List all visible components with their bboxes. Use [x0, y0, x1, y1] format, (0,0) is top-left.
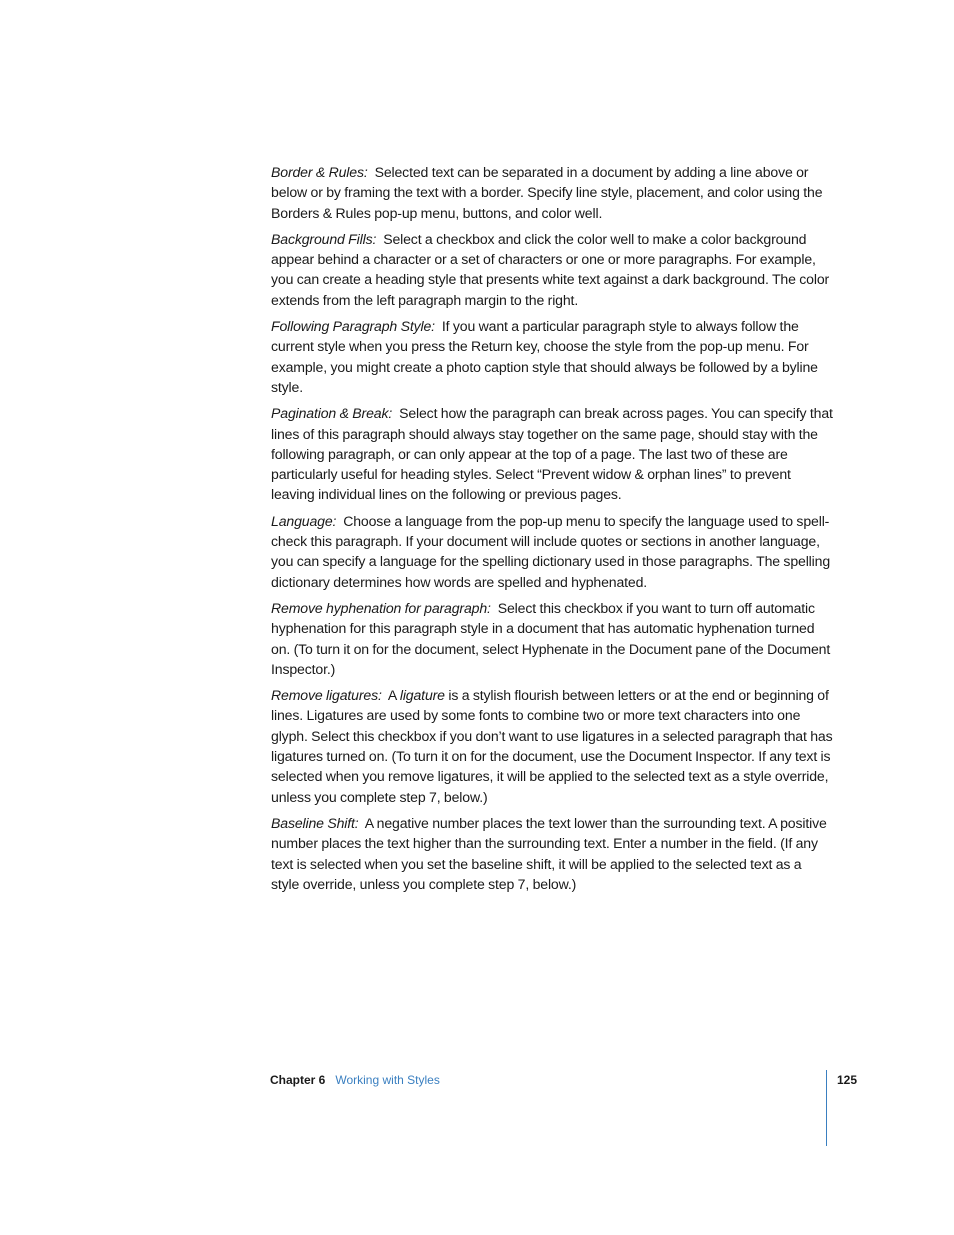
paragraph-baseline-shift — [271, 813, 833, 894]
body-text — [271, 162, 833, 900]
term-remove-ligatures: Remove ligatures: — [271, 687, 382, 704]
description-remove-hyphenation: Select this checkbox if you want to turn off automatic hyphenation for this paragraph style in a document that has automatic hyphenation turned on. (To turn it on for the document, select Hyphenate in the Document pane of the Document Inspector.) — [271, 599, 831, 677]
description-remove-ligatures-start: A — [387, 687, 397, 704]
paragraph-background-fills — [271, 229, 833, 310]
paragraph-following-paragraph-style — [271, 316, 833, 397]
page-footer — [270, 1072, 440, 1088]
term-language: Language: — [271, 512, 337, 529]
description-language: Choose a language from the pop-up menu to specify the language used to spell-check this paragraph. If your document will include quotes or sections in another language, you can specify a language for the spelling dictionary used in those paragraphs. The spelling dictionary determines how words are spelled and hyphenated. — [271, 512, 831, 590]
chapter-title-link[interactable]: Working with Styles — [335, 1073, 440, 1087]
description-remove-ligatures-rest: is a stylish flourish between letters or at the end or beginning of lines. Ligatures are used by some fonts to combine two or more text characters into one glyph. Select this checkbox if you don’t want to use ligatures in a selected paragraph that has ligatures turned on. (To turn it on for the document, use the Document Inspector. If any text is selected when you remove ligatures, it will be applied to the selected text as a style override, unless you complete step 7, below.) — [271, 687, 833, 805]
description-pagination-break: Select how the paragraph can break across pages. You can specify that lines of this paragraph should always stay together on the same page, should stay with the following paragraph, or can only appear at the top of a page. The last two of these are particularly useful for heading styles. Select “Prevent widow & orphan lines” to prevent leaving individual lines on the following or previous pages. — [271, 405, 833, 503]
term-baseline-shift: Baseline Shift: — [271, 814, 359, 831]
ligature-emphasis: ligature — [399, 687, 445, 704]
term-pagination-break: Pagination & Break: — [271, 405, 393, 422]
paragraph-language — [271, 511, 833, 592]
description-following-paragraph-style: If you want a particular paragraph style to always follow the current style when you press the Return key, choose the style from the pop-up menu. For example, you might create a photo caption style that should always be followed by a byline style. — [271, 318, 818, 395]
term-background-fills: Background Fills: — [271, 230, 377, 247]
description-background-fills: Select a checkbox and click the color well to make a color background appear behind a character or a set of characters or one or more paragraphs. For example, you can create a heading style that presents white text against a dark background. The color extends from the left paragraph margin to the right. — [271, 230, 830, 308]
footer-divider — [826, 1070, 827, 1146]
description-border-rules: Selected text can be separated in a document by adding a line above or below or by framing the text with a border. Specify line style, placement, and color using the Borders & Rules pop-up menu, buttons, and color well. — [271, 164, 823, 221]
paragraph-border-rules — [271, 162, 833, 223]
paragraph-pagination-break — [271, 403, 833, 504]
term-remove-hyphenation: Remove hyphenation for paragraph: — [271, 599, 491, 616]
page-number: 125 — [837, 1073, 858, 1087]
paragraph-remove-hyphenation — [271, 598, 833, 679]
term-following-paragraph-style: Following Paragraph Style: — [271, 318, 435, 335]
chapter-label: Chapter 6 — [270, 1073, 326, 1087]
term-border-rules: Border & Rules: — [271, 164, 368, 180]
description-baseline-shift: A negative number places the text lower than the surrounding text. A positive number places the text higher than the surrounding text. Enter a number in the field. (If any text is selected when you set the baseline shift, it will be applied to the selected text as a style override, unless you complete step 7, below.) — [271, 814, 827, 892]
paragraph-remove-ligatures — [271, 685, 833, 807]
